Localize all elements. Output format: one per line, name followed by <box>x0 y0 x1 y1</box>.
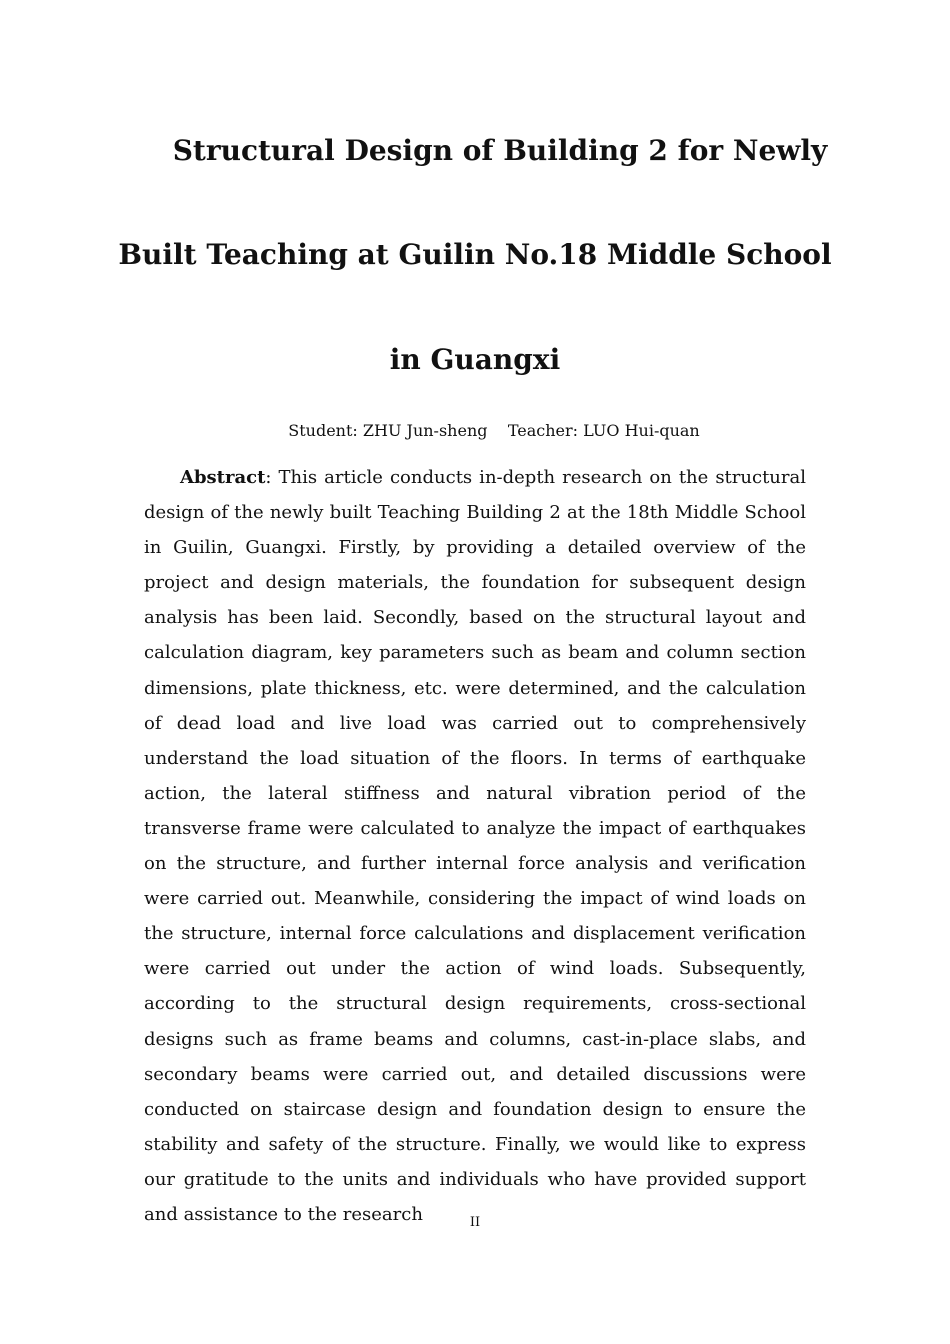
page-number: II <box>469 1215 481 1230</box>
author-byline: Student: ZHU Jun-sheng Teacher: LUO Hui-quan <box>288 421 700 440</box>
title-line-3: in Guangxi <box>389 343 561 376</box>
abstract-text: : This article conducts in-depth research on the structural design of the newly built Teaching Building 2 at the 18th Middle School in Guilin, Guangxi. Firstly, by providing a detailed overview of the project and design materials, the foundation for subsequent design analysis has been laid. Secondly, based on the structural layout and calculation diagram, key parameters such as beam and column section dimensions, plate thickness, etc. were determined, and the calculation of dead load and live load was carried out to comprehensively understand the load situation of the floors. In terms of earthquake action, the lateral stiffness and natural vibration period of the transverse frame were calculated to analyze the impact of earthquakes on the structure, and further internal force analysis and verification were carried out. Meanwhile, considering the impact of wind loads on the structure, internal force calculations and displacement verification were carried out under the action of wind loads. Subsequently, according to the structural design requirements, cross-sectional designs such as frame beams and columns, cast-in-place slabs, and secondary beams were carried out, and detailed discussions were conducted on staircase design and foundation design to ensure the stability and safety of the structure. Finally, we would like to express our gratitude to the units and individuals who have provided support and assistance to the research <box>144 467 806 1225</box>
title-line-2: Built Teaching at Guilin No.18 Middle School <box>118 238 832 271</box>
abstract-paragraph <box>144 460 806 1232</box>
abstract-label: Abstract <box>180 467 266 488</box>
title-line-1: Structural Design of Building 2 for Newly <box>172 134 828 167</box>
